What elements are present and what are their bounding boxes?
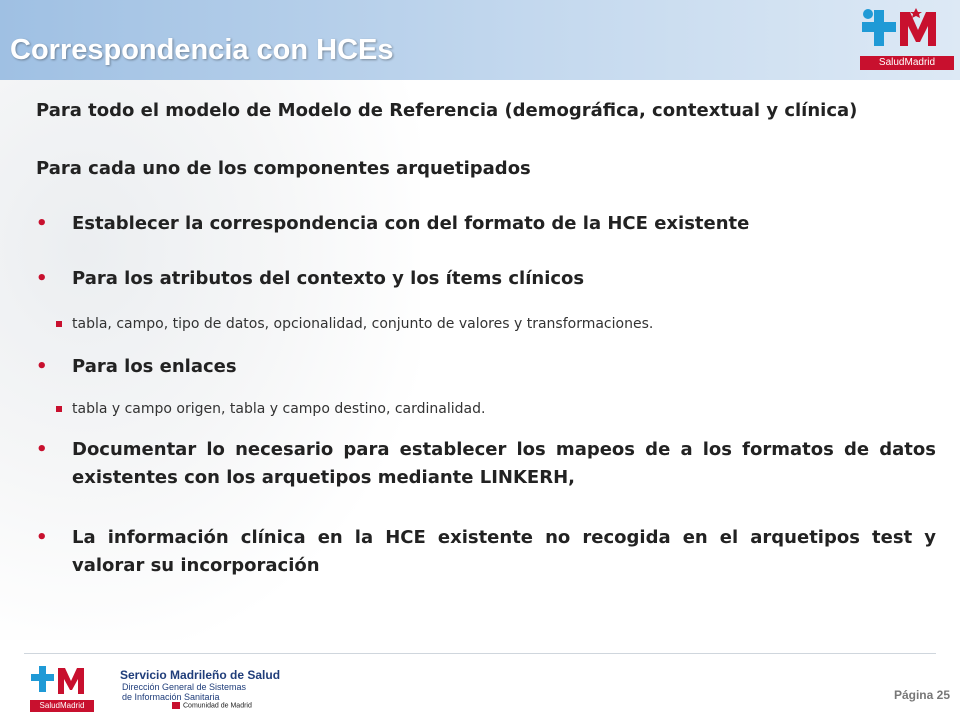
org-name: Servicio Madrileño de Salud: [120, 668, 281, 682]
bullet-text: Para los atributos del contexto y los ítems clínicos: [72, 268, 585, 289]
slide-title: Correspondencia con HCEs: [10, 34, 394, 66]
bullet-item: [36, 524, 936, 580]
bullet-text: Establecer la correspondencia con del formato de la HCE existente: [72, 213, 750, 234]
sub-item-text: tabla y campo origen, tabla y campo destino, cardinalidad.: [72, 401, 486, 417]
page-number: Página 25: [893, 688, 950, 702]
org-department: Dirección General de Sistemas: [122, 682, 247, 692]
bullet-item: [36, 353, 936, 381]
saludmadrid-mark-icon: [30, 662, 94, 700]
bullet-dot-icon: •: [36, 439, 48, 460]
comunidad-flag-icon: [172, 702, 180, 709]
sub-item-text: tabla, campo, tipo de datos, opcionalidad, conjunto de valores y transformaciones.: [72, 316, 654, 332]
footer-org: [120, 668, 280, 702]
bullet-dot-icon: •: [36, 356, 48, 377]
footer-logo-caption: SaludMadrid: [30, 700, 94, 712]
bullet-item: [36, 436, 936, 492]
bullet-text: La información clínica en la HCE existente no recogida en el arquetipos test y valorar su incorporación: [72, 527, 936, 576]
saludmadrid-logo: [860, 6, 954, 74]
footer-divider: [24, 653, 936, 654]
sub-item: [56, 401, 485, 417]
bullet-item: [36, 210, 936, 238]
bullet-text: Documentar lo necesario para establecer los mapeos de a los formatos de datos existentes con los arquetipos mediante LINKERH,: [72, 439, 936, 488]
bullet-dot-icon: •: [36, 527, 48, 548]
bullet-dot-icon: •: [36, 213, 48, 234]
sub-item: [56, 316, 653, 332]
intro-line-2: Para cada uno de los componentes arquetipados: [36, 158, 531, 179]
comunidad-text: Comunidad de Madrid: [183, 702, 252, 710]
bullet-item: [36, 265, 936, 293]
logo-caption: SaludMadrid: [860, 56, 954, 70]
square-bullet-icon: [56, 321, 62, 327]
org-department-2: de Información Sanitaria: [122, 692, 220, 702]
footer-saludmadrid-logo: [30, 662, 94, 712]
square-bullet-icon: [56, 406, 62, 412]
intro-line-1: Para todo el modelo de Modelo de Referencia (demográfica, contextual y clínica): [36, 100, 858, 121]
slide-header: [0, 0, 960, 80]
bullet-text: Para los enlaces: [72, 356, 237, 377]
saludmadrid-mark-icon: [860, 6, 954, 56]
bullet-dot-icon: •: [36, 268, 48, 289]
comunidad-madrid-label: [172, 702, 252, 709]
